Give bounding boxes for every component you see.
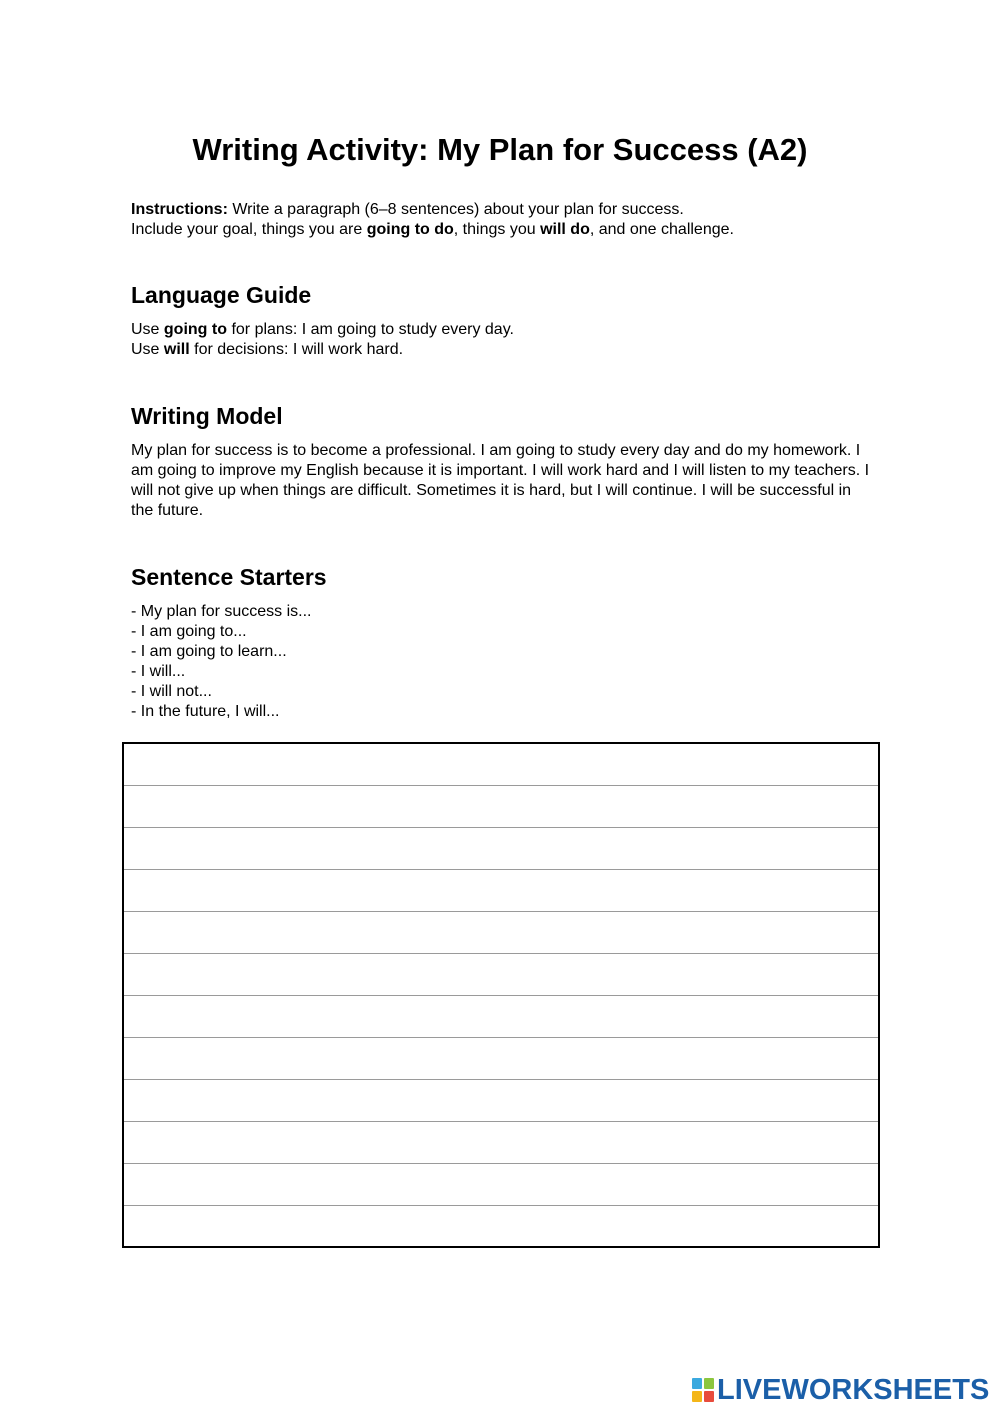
list-item: - I am going to learn...	[131, 643, 287, 660]
liveworksheets-logo	[692, 1374, 989, 1406]
writing-line[interactable]	[124, 1080, 878, 1122]
language-guide-heading: Language Guide	[131, 282, 312, 308]
page-title: Writing Activity: My Plan for Success (A2)	[192, 132, 808, 167]
writing-line[interactable]	[124, 996, 878, 1038]
writing-model-text: My plan for success is to become a professional. I am going to study every day and do my homework. I am going to improve my English because it is important. I will work hard and I will listen to my teachers. I will not give up when things are difficult. Sometimes it is hard, but I will continue. I will be successful in the future.	[131, 442, 870, 519]
logo-text: LIVEWORKSHEETS	[717, 1374, 990, 1406]
liveworksheets-logo-icon	[692, 1378, 714, 1402]
list-item: - My plan for success is...	[131, 603, 312, 620]
writing-line[interactable]	[124, 954, 878, 996]
writing-line[interactable]	[124, 828, 878, 870]
list-item: - I will...	[131, 663, 186, 680]
language-guide-line-2: Use will for decisions: I will work hard.	[131, 341, 404, 358]
writing-area[interactable]	[122, 742, 880, 1248]
writing-line[interactable]	[124, 1122, 878, 1164]
instructions-line-2: Include your goal, things you are going to do, things you will do, and one challenge.	[131, 221, 734, 238]
sentence-starters-list	[131, 602, 876, 722]
writing-line[interactable]	[124, 786, 878, 828]
writing-model	[131, 441, 876, 521]
instructions	[131, 200, 876, 240]
writing-model-heading: Writing Model	[131, 403, 283, 429]
sentence-starters	[131, 602, 876, 722]
writing-line[interactable]	[124, 870, 878, 912]
writing-line[interactable]	[124, 1206, 878, 1247]
writing-line[interactable]	[124, 1164, 878, 1206]
instructions-line-1: Instructions: Write a paragraph (6–8 sentences) about your plan for success.	[131, 201, 684, 218]
language-guide	[131, 320, 876, 360]
list-item: - I will not...	[131, 683, 212, 700]
writing-line[interactable]	[124, 912, 878, 954]
language-guide-line-1: Use going to for plans: I am going to study every day.	[131, 321, 514, 338]
writing-line[interactable]	[124, 744, 878, 786]
sentence-starters-heading: Sentence Starters	[131, 564, 327, 590]
writing-line[interactable]	[124, 1038, 878, 1080]
list-item: - In the future, I will...	[131, 703, 280, 720]
list-item: - I am going to...	[131, 623, 247, 640]
instructions-label: Instructions:	[131, 201, 228, 218]
